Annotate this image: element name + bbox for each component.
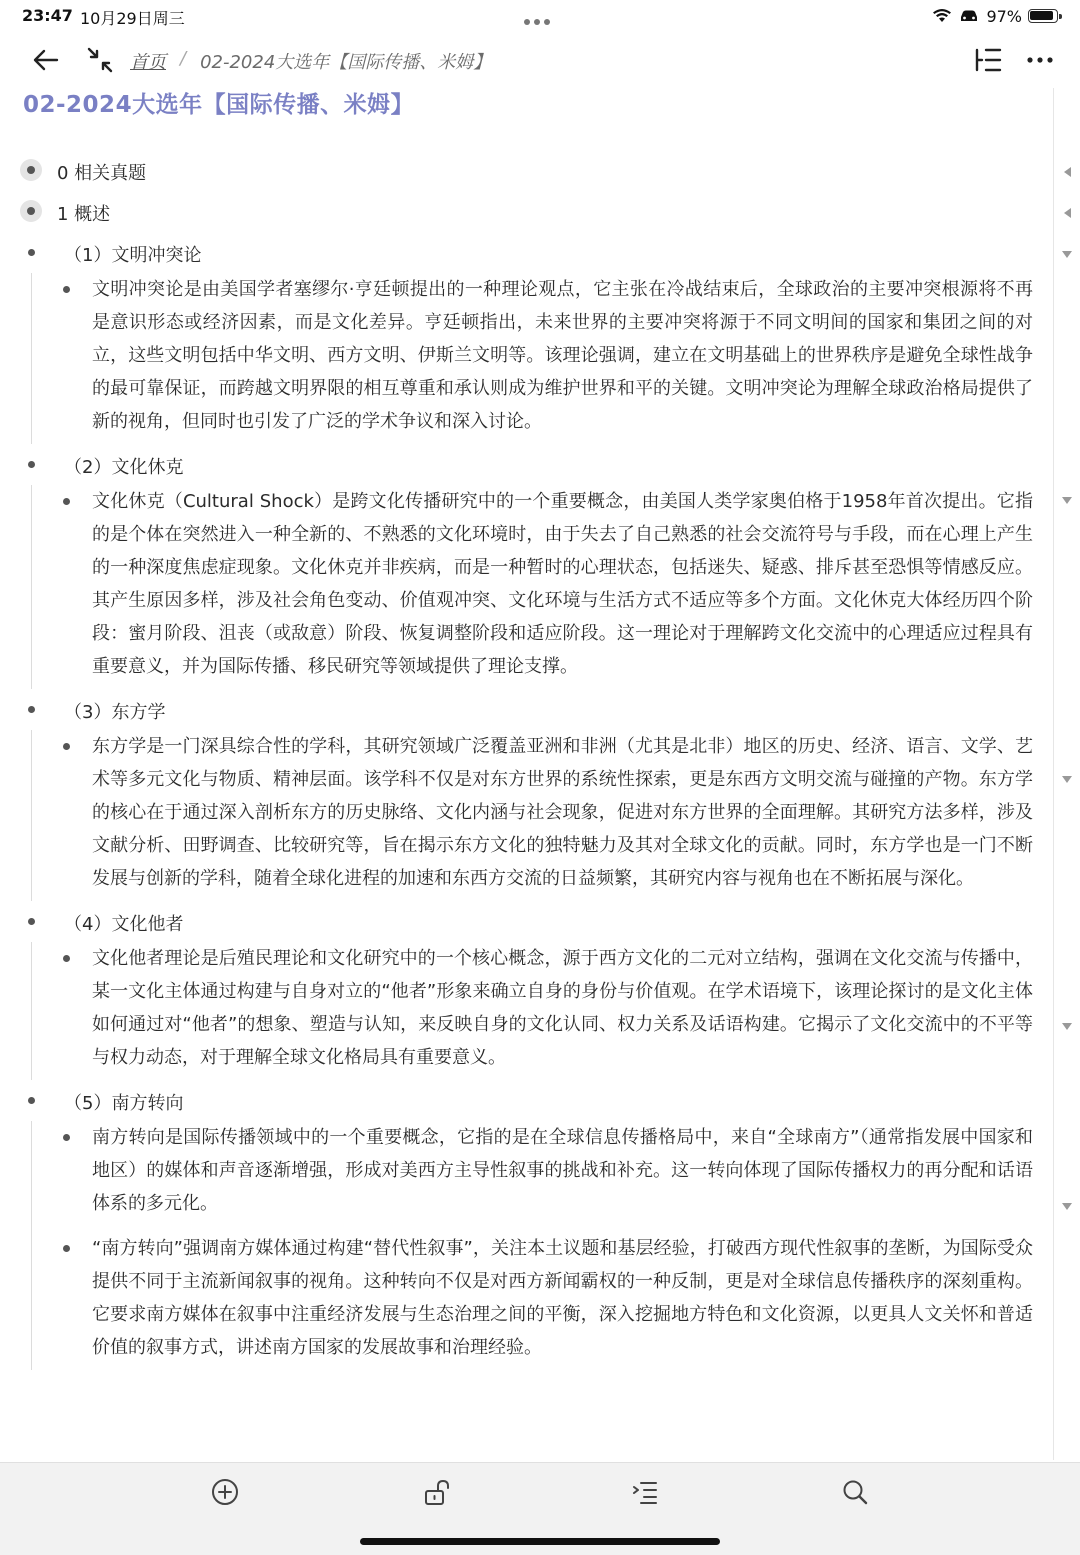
- section-children: [31, 1121, 1053, 1370]
- paragraph-text: 文明冲突论是由美国学者塞缪尔·亨廷顿提出的一种理论观点，它主张在冷战结束后，全球政治的主要冲突根源将不再是意识形态或经济因素，而是文化差异。亨廷顿指出，未来世界的主要冲突将源于不同文明间的国家和集团之间的对立，这些文明包括中华文明、西方文明、伊斯兰文明等。该理论强调，建立在文明基础上的世界秩序是避免全球性战争的最可靠保证，而跨越文明界限的相互尊重和承认则成为维护世界和平的关键。文明冲突论为理解全球政治格局提供了新的视角，但同时也引发了广泛的学术争议和深入讨论。: [92, 279, 1033, 432]
- outline-node[interactable]: [0, 191, 1053, 232]
- bullet-icon[interactable]: [63, 743, 70, 750]
- bullet-icon[interactable]: [63, 498, 70, 505]
- add-circle-icon[interactable]: [210, 1477, 240, 1507]
- back-arrow-icon[interactable]: [30, 44, 62, 76]
- page-title: 02-2024大选年【国际传播、米姆】: [23, 92, 415, 118]
- node-label: 0 相关真题: [57, 163, 147, 184]
- collapse-down-arrow-icon[interactable]: [1060, 493, 1074, 507]
- paragraph-text: “南方转向”强调南方媒体通过构建“替代性叙事”，关注本土议题和基层经验，打破西方现代性叙事的垄断，为国际受众提供不同于主流新闻叙事的视角。这种转向不仅是对西方新闻霸权的一种反制，更是对全球信息传播秩序的深刻重构。它要求南方媒体在叙事中注重经济发展与生态治理之间的平衡，深入挖掘地方特色和文化资源，以更具人文关怀和普适价值的叙事方式，讲述南方国家的发展故事和治理经验。: [92, 1238, 1033, 1358]
- status-date: 10月29日周三: [80, 9, 185, 28]
- outline-node[interactable]: [0, 901, 1053, 942]
- section-heading: （4）文化他者: [64, 914, 184, 935]
- battery-percent: 97%: [986, 6, 1022, 26]
- bullet-icon[interactable]: [28, 918, 35, 925]
- bullet-icon[interactable]: [63, 1245, 70, 1252]
- section-heading: （5）南方转向: [64, 1093, 184, 1114]
- bullet-icon[interactable]: [63, 1134, 70, 1141]
- paragraph-text: 东方学是一门深具综合性的学科，其研究领域广泛覆盖亚洲和非洲（尤其是北非）地区的历史、经济、语言、文学、艺术等多元文化与物质、精神层面。该学科不仅是对东方世界的系统性探索，更是东西方文明交流与碰撞的产物。东方学的核心在于通过深入剖析东方的历史脉络、文化内涵与社会现象，促进对东方世界的全面理解。其研究方法多样，涉及文献分析、田野调查、比较研究等，旨在揭示东方文化的独特魅力及其对全球文化的贡献。同时，东方学也是一门不断发展与创新的学科，随着全球化进程的加速和东西方交流的日益频繁，其研究内容与视角也在不断拓展与深化。: [92, 736, 1033, 889]
- status-bar: [0, 0, 1080, 32]
- outline: [0, 150, 1053, 1370]
- paragraph-text: 南方转向是国际传播领域中的一个重要概念，它指的是在全球信息传播格局中，来自“全球南方”（通常指发展中国家和地区）的媒体和声音逐渐增强，形成对美西方主导性叙事的挑战和补充。这一转向体现了国际传播权力的再分配和话语体系的多元化。: [92, 1127, 1033, 1214]
- more-icon[interactable]: [1024, 44, 1056, 76]
- section-children: [31, 730, 1053, 901]
- content-divider: [1053, 88, 1054, 1460]
- paragraph-item[interactable]: [32, 485, 1053, 689]
- paragraph-item[interactable]: [32, 942, 1053, 1080]
- bullet-icon[interactable]: [63, 286, 70, 293]
- bullet-icon[interactable]: [63, 955, 70, 962]
- unlock-icon[interactable]: [422, 1477, 452, 1507]
- breadcrumb-current: 02-2024大选年【国际传播、米姆】: [200, 52, 492, 73]
- collapsed-bullet-icon[interactable]: [20, 159, 42, 181]
- outline-list-icon[interactable]: [972, 44, 1004, 76]
- expand-left-arrow-icon[interactable]: [1060, 165, 1074, 179]
- multitask-dots-icon[interactable]: [524, 10, 556, 20]
- breadcrumb-home-link[interactable]: 首页: [130, 52, 166, 73]
- search-icon[interactable]: [840, 1477, 870, 1507]
- expand-left-arrow-icon[interactable]: [1060, 206, 1074, 220]
- outline-node[interactable]: [0, 444, 1053, 485]
- paragraph-item[interactable]: [32, 1232, 1053, 1370]
- collapse-down-arrow-icon[interactable]: [1060, 1199, 1074, 1213]
- home-indicator[interactable]: [360, 1538, 720, 1545]
- battery-icon: [1028, 9, 1058, 23]
- bullet-icon[interactable]: [28, 249, 35, 256]
- collapse-down-arrow-icon[interactable]: [1060, 247, 1074, 261]
- section-heading: （1）文明冲突论: [64, 245, 202, 266]
- collapse-arrows-icon[interactable]: [84, 44, 116, 76]
- section-children: [31, 273, 1053, 444]
- outline-node[interactable]: [0, 689, 1053, 730]
- breadcrumb: [130, 48, 491, 74]
- collapse-down-arrow-icon[interactable]: [1060, 1019, 1074, 1033]
- bullet-icon[interactable]: [28, 706, 35, 713]
- paragraph-item[interactable]: [32, 273, 1053, 444]
- paragraph-text: 文化休克（Cultural Shock）是跨文化传播研究中的一个重要概念，由美国人类学家奥伯格于1958年首次提出。它指的是个体在突然进入一种全新的、不熟悉的文化环境时，由于失去了自己熟悉的社会交流符号与手段，而在心理上产生的一种深度焦虑症现象。文化休克并非疾病，而是一种暂时的心理状态，包括迷失、疑惑、排斥甚至恐惧等情感反应。其产生原因多样，涉及社会角色变动、价值观冲突、文化环境与生活方式不适应等多个方面。文化休克大体经历四个阶段：蜜月阶段、沮丧（或敌意）阶段、恢复调整阶段和适应阶段。这一理论对于理解跨文化交流中的心理适应过程具有重要意义，并为国际传播、移民研究等领域提供了理论支撑。: [92, 491, 1033, 677]
- paragraph-item[interactable]: [32, 1121, 1053, 1226]
- outline-indent-icon[interactable]: [630, 1477, 660, 1507]
- section-heading: （2）文化休克: [64, 457, 184, 478]
- nav-bar: [0, 36, 1080, 86]
- breadcrumb-separator: /: [180, 48, 187, 69]
- paragraph-item[interactable]: [32, 730, 1053, 901]
- battery-level-fill: [1030, 11, 1053, 20]
- car-icon: [958, 8, 980, 24]
- bullet-icon[interactable]: [28, 1097, 35, 1104]
- section-heading: （3）东方学: [64, 702, 166, 723]
- paragraph-text: 文化他者理论是后殖民理论和文化研究中的一个核心概念，源于西方文化的二元对立结构，强调在文化交流与传播中，某一文化主体通过构建与自身对立的“他者”形象来确立自身的身份与价值观。在学术语境下，该理论探讨的是文化主体如何通过对“他者”的想象、塑造与认知，来反映自身的文化认同、权力关系及话语构建。它揭示了文化交流中的不平等与权力动态，对于理解全球文化格局具有重要意义。: [92, 948, 1033, 1068]
- outline-node[interactable]: [0, 150, 1053, 191]
- section-children: [31, 942, 1053, 1080]
- outline-node[interactable]: [0, 232, 1053, 273]
- wifi-icon: [932, 8, 952, 24]
- collapse-down-arrow-icon[interactable]: [1060, 772, 1074, 786]
- bottom-toolbar: [0, 1462, 1080, 1555]
- status-time: 23:47: [22, 6, 73, 25]
- bullet-icon[interactable]: [28, 461, 35, 468]
- outline-node[interactable]: [0, 1080, 1053, 1121]
- node-label: 1 概述: [57, 204, 111, 225]
- section-children: [31, 485, 1053, 689]
- collapsed-bullet-icon[interactable]: [20, 200, 42, 222]
- status-indicators: [932, 5, 1058, 27]
